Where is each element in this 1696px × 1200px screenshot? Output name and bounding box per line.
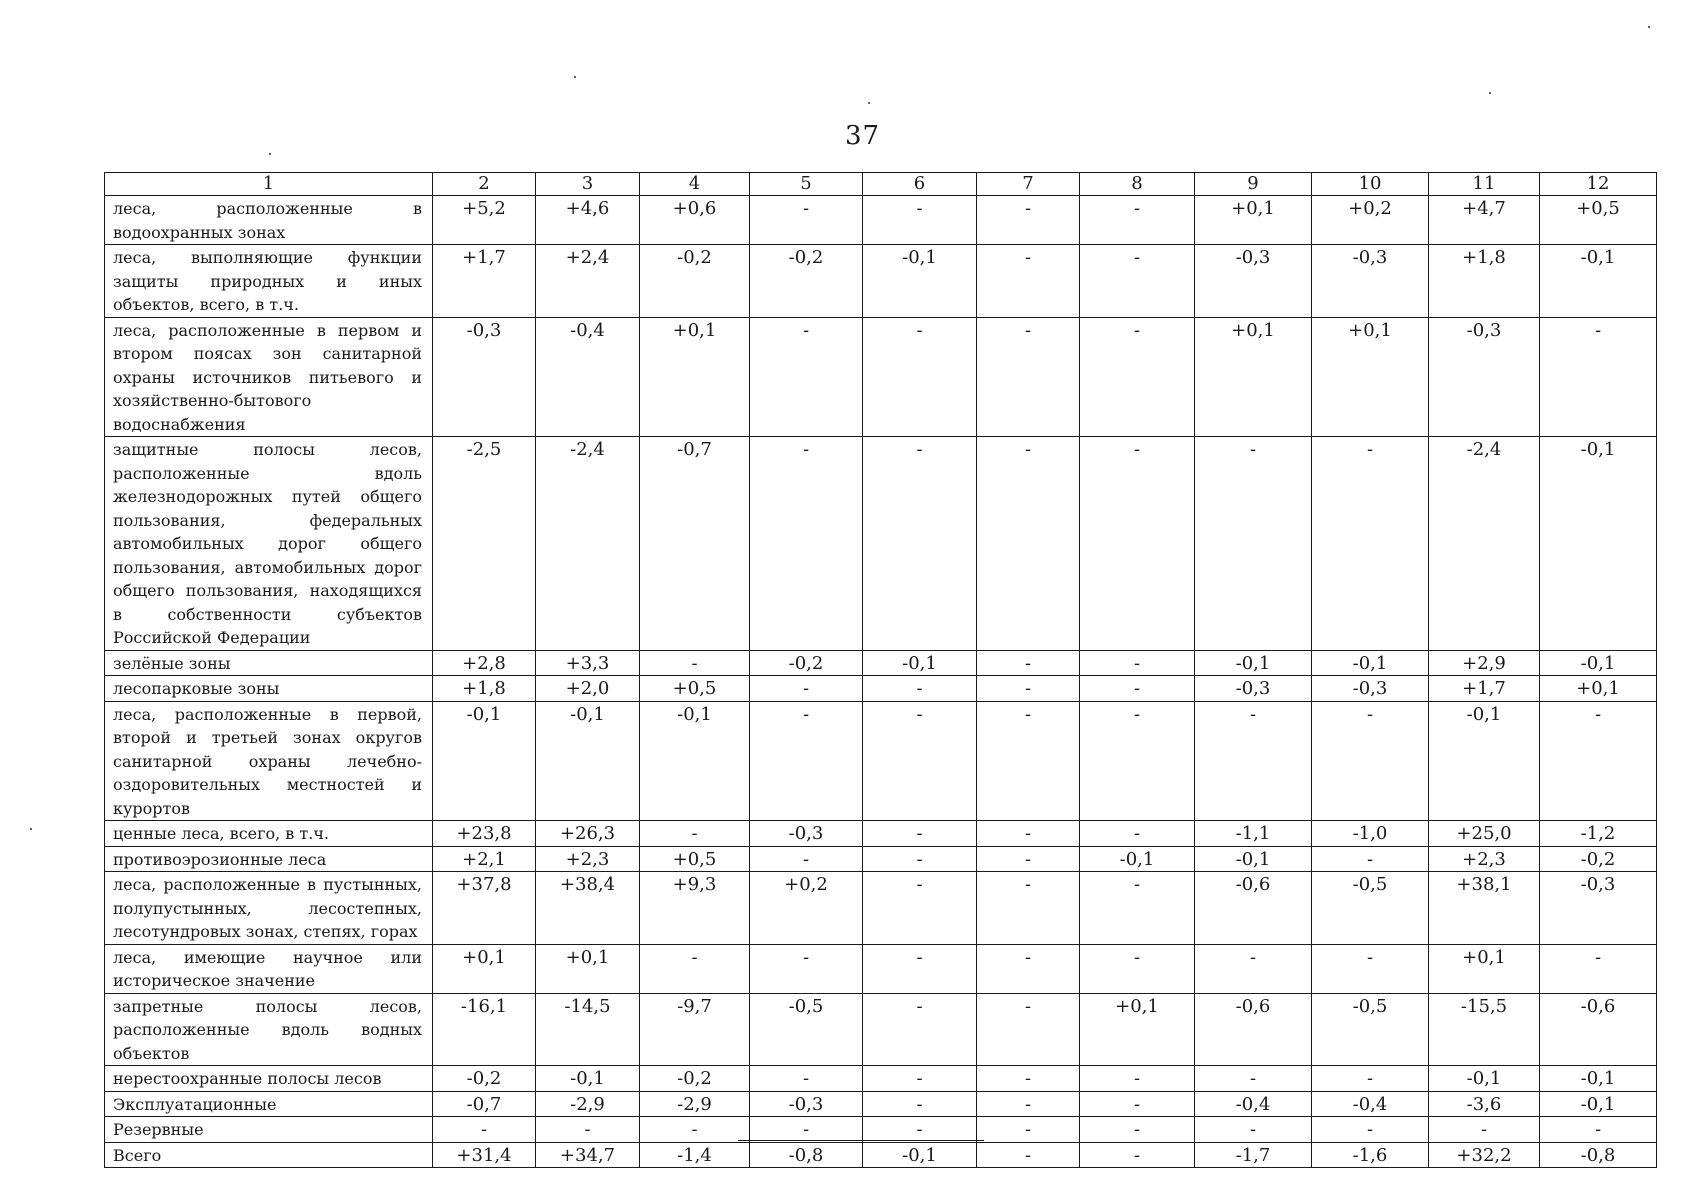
row-label: леса, расположенные в водоохранных зонах xyxy=(105,196,433,245)
table-row xyxy=(105,1091,1657,1117)
table-cell: -0,1 xyxy=(863,650,977,676)
table-cell: -0,3 xyxy=(1195,245,1312,318)
table-row xyxy=(105,701,1657,821)
forest-change-table-wrapper xyxy=(104,172,1656,1168)
column-header-8: 8 xyxy=(1080,173,1195,196)
row-label: леса, расположенные в первом и втором поясах зон санитарной охраны источников питьевого и хозяйственно-бытового водоснабжения xyxy=(105,317,433,437)
table-cell: - xyxy=(1540,317,1657,437)
table-cell: - xyxy=(750,676,863,702)
table-cell: - xyxy=(1080,317,1195,437)
table-cell: -2,9 xyxy=(640,1091,750,1117)
table-cell: - xyxy=(977,821,1080,847)
table-cell: - xyxy=(750,944,863,993)
table-cell: +37,8 xyxy=(433,872,536,945)
table-cell: - xyxy=(863,1066,977,1092)
table-cell: +2,4 xyxy=(536,245,640,318)
table-body xyxy=(105,196,1657,1168)
table-cell: +0,1 xyxy=(1080,993,1195,1066)
row-label: Резервные xyxy=(105,1117,433,1143)
table-cell: - xyxy=(1080,245,1195,318)
table-cell: -0,2 xyxy=(640,245,750,318)
table-cell: -0,2 xyxy=(750,245,863,318)
table-cell: -0,1 xyxy=(1080,846,1195,872)
table-cell: - xyxy=(750,437,863,651)
forest-change-table xyxy=(104,172,1657,1168)
table-cell: -3,6 xyxy=(1429,1091,1540,1117)
table-cell: -0,8 xyxy=(1540,1142,1657,1168)
column-header-6: 6 xyxy=(863,173,977,196)
table-cell: - xyxy=(1312,944,1429,993)
table-cell: +38,1 xyxy=(1429,872,1540,945)
table-row xyxy=(105,196,1657,245)
table-cell: - xyxy=(750,1066,863,1092)
table-cell: - xyxy=(1540,944,1657,993)
column-header-3: 3 xyxy=(536,173,640,196)
table-cell: -0,5 xyxy=(1312,872,1429,945)
table-cell: +2,3 xyxy=(536,846,640,872)
table-cell: +3,3 xyxy=(536,650,640,676)
scan-speck xyxy=(868,102,870,104)
table-cell: - xyxy=(977,1117,1080,1143)
table-cell: - xyxy=(750,701,863,821)
row-label: зелёные зоны xyxy=(105,650,433,676)
table-cell: - xyxy=(1540,1117,1657,1143)
table-cell: -1,4 xyxy=(640,1142,750,1168)
table-cell: - xyxy=(433,1117,536,1143)
table-cell: - xyxy=(750,196,863,245)
table-cell: -1,2 xyxy=(1540,821,1657,847)
table-cell: - xyxy=(863,196,977,245)
table-cell: -0,1 xyxy=(536,701,640,821)
table-cell: -0,7 xyxy=(640,437,750,651)
table-cell: -0,3 xyxy=(1429,317,1540,437)
row-label: леса, расположенные в пустынных, полупустынных, лесостепных, лесотундровых зонах, степях, горах xyxy=(105,872,433,945)
table-cell: - xyxy=(1429,1117,1540,1143)
table-cell: - xyxy=(977,1142,1080,1168)
table-cell: -0,3 xyxy=(1195,676,1312,702)
table-cell: - xyxy=(1080,437,1195,651)
table-cell: +1,7 xyxy=(1429,676,1540,702)
row-label: защитные полосы лесов, расположенные вдоль железнодорожных путей общего пользования, федеральных автомобильных дорог общего пользования, автомобильных дорог общего пользования, находящихся в собственности субъектов Российской Федерации xyxy=(105,437,433,651)
table-cell: - xyxy=(1080,701,1195,821)
table-cell: +0,1 xyxy=(1540,676,1657,702)
table-cell: +0,5 xyxy=(640,846,750,872)
table-cell: +5,2 xyxy=(433,196,536,245)
table-cell: - xyxy=(1195,437,1312,651)
row-label: запретные полосы лесов, расположенные вдоль водных объектов xyxy=(105,993,433,1066)
column-header-7: 7 xyxy=(977,173,1080,196)
scan-speck xyxy=(269,153,271,155)
table-cell: - xyxy=(863,846,977,872)
table-cell: - xyxy=(750,1117,863,1143)
scan-speck xyxy=(1648,26,1650,28)
column-header-1: 1 xyxy=(105,173,433,196)
table-cell: -2,4 xyxy=(1429,437,1540,651)
table-cell: - xyxy=(1080,650,1195,676)
table-cell: - xyxy=(863,1117,977,1143)
column-header-10: 10 xyxy=(1312,173,1429,196)
table-cell: +38,4 xyxy=(536,872,640,945)
table-cell: - xyxy=(1080,1066,1195,1092)
page-number: 37 xyxy=(844,121,881,151)
row-label: противоэрозионные леса xyxy=(105,846,433,872)
table-cell: +0,1 xyxy=(1195,317,1312,437)
table-cell: - xyxy=(863,944,977,993)
table-cell: -0,1 xyxy=(863,245,977,318)
table-cell: +0,1 xyxy=(640,317,750,437)
table-cell: -0,2 xyxy=(1540,846,1657,872)
scan-speck xyxy=(1489,92,1491,94)
table-cell: -0,1 xyxy=(1540,245,1657,318)
table-row xyxy=(105,437,1657,651)
table-cell: - xyxy=(977,1091,1080,1117)
footer-divider xyxy=(738,1140,984,1141)
table-cell: -1,1 xyxy=(1195,821,1312,847)
table-cell: -0,4 xyxy=(1312,1091,1429,1117)
table-cell: - xyxy=(977,317,1080,437)
table-cell: - xyxy=(977,701,1080,821)
table-cell: -1,7 xyxy=(1195,1142,1312,1168)
table-cell: -0,6 xyxy=(1540,993,1657,1066)
table-cell: -0,1 xyxy=(1540,437,1657,651)
table-row xyxy=(105,1142,1657,1168)
table-cell: -0,8 xyxy=(750,1142,863,1168)
column-header-12: 12 xyxy=(1540,173,1657,196)
table-cell: -0,3 xyxy=(1312,676,1429,702)
table-cell: +0,1 xyxy=(433,944,536,993)
table-cell: +2,9 xyxy=(1429,650,1540,676)
table-cell: +1,8 xyxy=(433,676,536,702)
table-cell: - xyxy=(750,846,863,872)
row-label: Эксплуатационные xyxy=(105,1091,433,1117)
header-row xyxy=(105,173,1657,196)
table-cell: - xyxy=(977,1066,1080,1092)
table-row xyxy=(105,676,1657,702)
table-cell: -0,3 xyxy=(1540,872,1657,945)
table-cell: -0,1 xyxy=(536,1066,640,1092)
column-header-2: 2 xyxy=(433,173,536,196)
table-cell: - xyxy=(1080,1091,1195,1117)
table-cell: -0,2 xyxy=(433,1066,536,1092)
table-cell: -0,2 xyxy=(640,1066,750,1092)
table-cell: +32,2 xyxy=(1429,1142,1540,1168)
table-cell: - xyxy=(1080,1117,1195,1143)
table-cell: -0,1 xyxy=(863,1142,977,1168)
table-cell: +1,7 xyxy=(433,245,536,318)
table-row xyxy=(105,245,1657,318)
table-row xyxy=(105,821,1657,847)
table-cell: - xyxy=(1080,944,1195,993)
column-header-4: 4 xyxy=(640,173,750,196)
table-cell: - xyxy=(977,993,1080,1066)
table-cell: -15,5 xyxy=(1429,993,1540,1066)
table-cell: +0,6 xyxy=(640,196,750,245)
table-cell: - xyxy=(640,650,750,676)
table-cell: -1,6 xyxy=(1312,1142,1429,1168)
table-cell: +4,7 xyxy=(1429,196,1540,245)
table-cell: - xyxy=(536,1117,640,1143)
table-cell: +25,0 xyxy=(1429,821,1540,847)
table-cell: - xyxy=(863,701,977,821)
table-cell: - xyxy=(863,317,977,437)
table-cell: -0,1 xyxy=(1195,650,1312,676)
table-row xyxy=(105,993,1657,1066)
table-cell: - xyxy=(1195,701,1312,821)
table-cell: +2,0 xyxy=(536,676,640,702)
table-cell: - xyxy=(1195,944,1312,993)
table-cell: -0,1 xyxy=(1429,701,1540,821)
table-cell: - xyxy=(1312,437,1429,651)
table-cell: - xyxy=(1312,846,1429,872)
table-cell: +26,3 xyxy=(536,821,640,847)
table-cell: +0,1 xyxy=(1195,196,1312,245)
table-cell: - xyxy=(750,317,863,437)
table-row xyxy=(105,1117,1657,1143)
table-cell: -0,5 xyxy=(1312,993,1429,1066)
table-row xyxy=(105,317,1657,437)
table-cell: -0,3 xyxy=(1312,245,1429,318)
table-cell: - xyxy=(863,1091,977,1117)
table-cell: - xyxy=(1080,676,1195,702)
table-cell: -2,4 xyxy=(536,437,640,651)
table-cell: -9,7 xyxy=(640,993,750,1066)
table-cell: - xyxy=(640,821,750,847)
table-cell: +23,8 xyxy=(433,821,536,847)
table-cell: - xyxy=(977,650,1080,676)
table-cell: +31,4 xyxy=(433,1142,536,1168)
table-row xyxy=(105,650,1657,676)
row-label: леса, выполняющие функции защиты природных и иных объектов, всего, в т.ч. xyxy=(105,245,433,318)
row-label: Всего xyxy=(105,1142,433,1168)
scan-speck xyxy=(30,828,32,830)
table-cell: - xyxy=(1080,872,1195,945)
table-row xyxy=(105,944,1657,993)
table-cell: -0,4 xyxy=(1195,1091,1312,1117)
table-cell: -0,3 xyxy=(750,821,863,847)
table-cell: +34,7 xyxy=(536,1142,640,1168)
row-label: лесопарковые зоны xyxy=(105,676,433,702)
table-cell: -0,1 xyxy=(1429,1066,1540,1092)
table-cell: -0,5 xyxy=(750,993,863,1066)
table-cell: +0,5 xyxy=(1540,196,1657,245)
column-header-5: 5 xyxy=(750,173,863,196)
table-row xyxy=(105,1066,1657,1092)
table-cell: -2,9 xyxy=(536,1091,640,1117)
table-cell: - xyxy=(977,196,1080,245)
row-label: леса, имеющие научное или историческое значение xyxy=(105,944,433,993)
table-cell: - xyxy=(640,944,750,993)
table-cell: -0,1 xyxy=(1540,650,1657,676)
table-cell: +0,1 xyxy=(1429,944,1540,993)
table-row xyxy=(105,846,1657,872)
table-cell: - xyxy=(977,872,1080,945)
table-cell: - xyxy=(863,872,977,945)
table-row xyxy=(105,872,1657,945)
table-cell: -14,5 xyxy=(536,993,640,1066)
table-cell: - xyxy=(1312,1066,1429,1092)
table-cell: -0,4 xyxy=(536,317,640,437)
table-cell: -0,2 xyxy=(750,650,863,676)
table-cell: -0,1 xyxy=(1195,846,1312,872)
table-cell: - xyxy=(1195,1117,1312,1143)
table-cell: -0,1 xyxy=(1312,650,1429,676)
table-cell: -0,6 xyxy=(1195,872,1312,945)
table-cell: - xyxy=(863,676,977,702)
table-cell: -0,3 xyxy=(750,1091,863,1117)
table-cell: -0,1 xyxy=(640,701,750,821)
column-header-11: 11 xyxy=(1429,173,1540,196)
table-cell: -1,0 xyxy=(1312,821,1429,847)
table-cell: +0,2 xyxy=(1312,196,1429,245)
table-cell: - xyxy=(1080,196,1195,245)
row-label: леса, расположенные в первой, второй и третьей зонах округов санитарной охраны лечебно-оздоровительных местностей и курортов xyxy=(105,701,433,821)
table-cell: - xyxy=(1195,1066,1312,1092)
table-cell: - xyxy=(977,245,1080,318)
table-cell: -0,1 xyxy=(433,701,536,821)
table-cell: - xyxy=(1080,821,1195,847)
table-cell: +0,5 xyxy=(640,676,750,702)
table-cell: - xyxy=(977,676,1080,702)
table-cell: -0,1 xyxy=(1540,1066,1657,1092)
table-cell: -0,6 xyxy=(1195,993,1312,1066)
table-cell: - xyxy=(863,993,977,1066)
table-cell: - xyxy=(1312,701,1429,821)
table-cell: - xyxy=(977,846,1080,872)
table-cell: - xyxy=(640,1117,750,1143)
column-header-9: 9 xyxy=(1195,173,1312,196)
table-cell: +0,2 xyxy=(750,872,863,945)
table-cell: -0,3 xyxy=(433,317,536,437)
table-cell: - xyxy=(977,944,1080,993)
table-cell: +2,8 xyxy=(433,650,536,676)
table-cell: - xyxy=(1312,1117,1429,1143)
table-cell: +0,1 xyxy=(1312,317,1429,437)
table-cell: - xyxy=(863,821,977,847)
table-cell: - xyxy=(863,437,977,651)
table-cell: +1,8 xyxy=(1429,245,1540,318)
table-cell: +2,3 xyxy=(1429,846,1540,872)
table-cell: +9,3 xyxy=(640,872,750,945)
table-cell: - xyxy=(1080,1142,1195,1168)
table-cell: +2,1 xyxy=(433,846,536,872)
table-cell: -0,1 xyxy=(1540,1091,1657,1117)
table-cell: +4,6 xyxy=(536,196,640,245)
table-cell: -16,1 xyxy=(433,993,536,1066)
table-cell: - xyxy=(977,437,1080,651)
table-cell: -0,7 xyxy=(433,1091,536,1117)
scan-speck xyxy=(574,76,576,78)
row-label: ценные леса, всего, в т.ч. xyxy=(105,821,433,847)
table-cell: -2,5 xyxy=(433,437,536,651)
table-cell: +0,1 xyxy=(536,944,640,993)
row-label: нерестоохранные полосы лесов xyxy=(105,1066,433,1092)
table-cell: - xyxy=(1540,701,1657,821)
